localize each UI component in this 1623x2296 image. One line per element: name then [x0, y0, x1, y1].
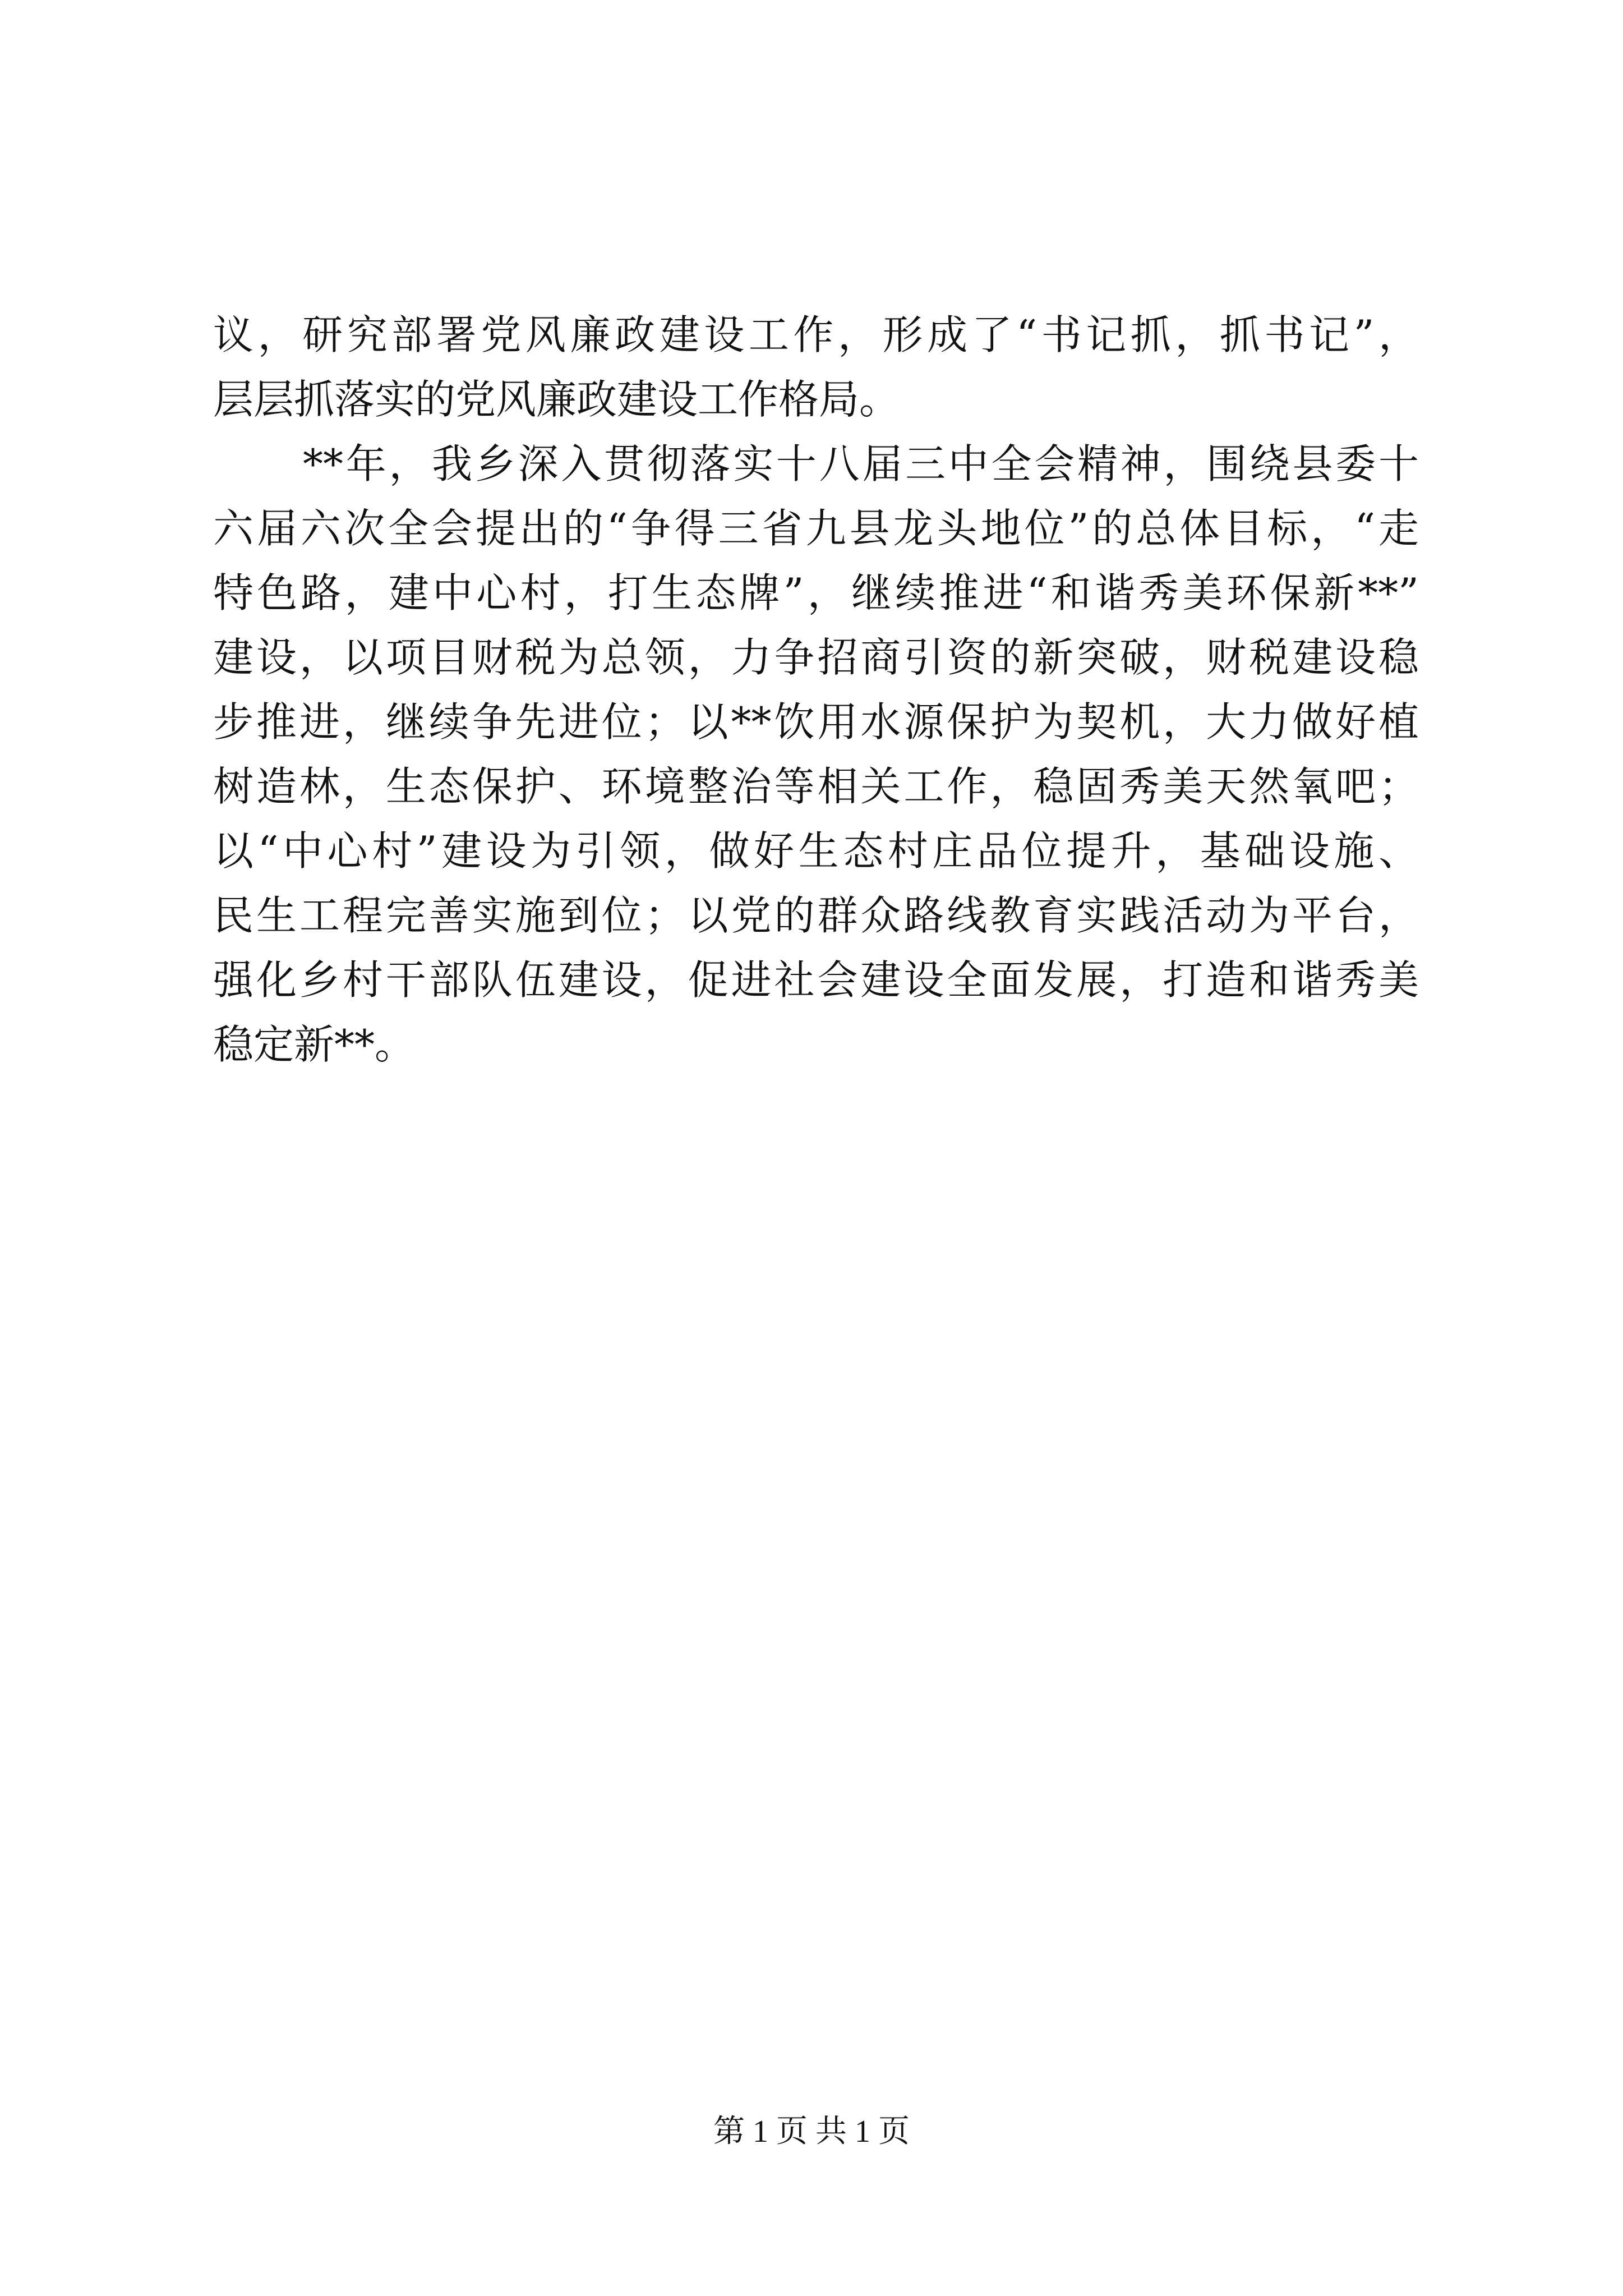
text-line: 议，研究部署党风廉政建设工作，形成了“书记抓，抓书记”， — [213, 311, 1419, 358]
text-line: 强化乡村干部队伍建设，促进社会建设全面发展，打造和谐秀美 — [213, 956, 1419, 1004]
document-body — [213, 303, 1419, 1077]
text-line: **年，我乡深入贯彻落实十八届三中全会精神，围绕县委十 — [303, 440, 1419, 487]
text-line: 稳定新**。 — [213, 1021, 416, 1068]
text-line: 步推进，继续争先进位；以**饮用水源保护为契机，大力做好植 — [213, 698, 1419, 746]
text-line: 树造林，生态保护、环境整治等相关工作，稳固秀美天然氧吧； — [213, 763, 1419, 810]
text-line: 层层抓落实的党风廉政建设工作格局。 — [213, 376, 900, 423]
text-line: 以“中心村”建设为引领，做好生态村庄品位提升，基础设施、 — [213, 827, 1419, 875]
page-number-footer: 第 1 页 共 1 页 — [713, 2114, 910, 2149]
text-line: 六届六次全会提出的“争得三省九县龙头地位”的总体目标，“走 — [213, 505, 1419, 552]
text-line: 建设，以项目财税为总领，力争招商引资的新突破，财税建设稳 — [213, 634, 1419, 681]
text-line: 特色路，建中心村，打生态牌”，继续推进“和谐秀美环保新**” — [213, 569, 1419, 616]
text-line: 民生工程完善实施到位；以党的群众路线教育实践活动为平台， — [213, 892, 1419, 939]
